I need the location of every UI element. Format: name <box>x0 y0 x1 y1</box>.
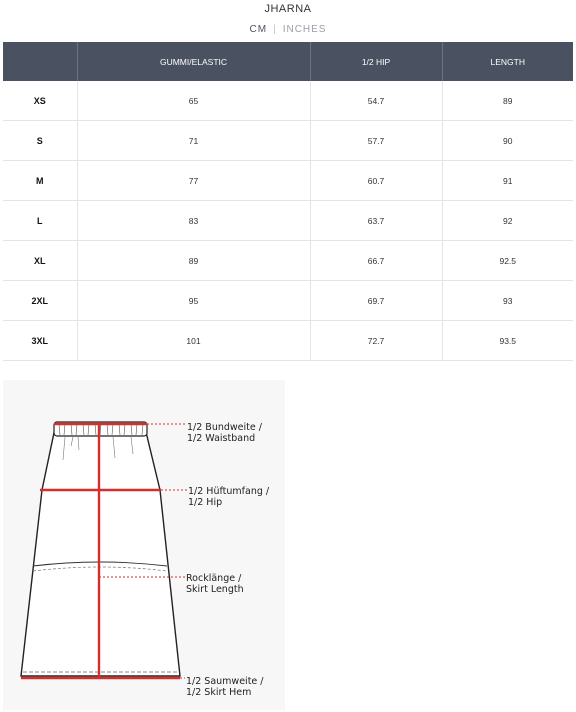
table-row <box>3 201 573 241</box>
cell-size: M <box>3 161 77 201</box>
waistband-label-de: 1/2 Bundweite / <box>187 422 262 433</box>
cell-size: 2XL <box>3 281 77 321</box>
table-row <box>3 241 573 281</box>
unit-switcher <box>0 24 576 35</box>
cell-elastic: 83 <box>77 201 310 241</box>
cell-length: 91 <box>442 161 573 201</box>
cell-size: XL <box>3 241 77 281</box>
cell-elastic: 65 <box>77 81 310 121</box>
length-label-en: Skirt Length <box>186 584 244 595</box>
hem-label <box>186 676 263 698</box>
table-body <box>3 81 573 361</box>
cell-hip: 72.7 <box>310 321 442 361</box>
skirt-measurement-diagram <box>3 380 285 710</box>
cell-size: XS <box>3 81 77 121</box>
length-label-de: Rocklänge / <box>186 573 242 584</box>
waistband-label <box>187 422 262 444</box>
table-row <box>3 81 573 121</box>
cell-length: 92 <box>442 201 573 241</box>
cell-hip: 63.7 <box>310 201 442 241</box>
header-length: LENGTH <box>442 42 573 81</box>
cell-hip: 69.7 <box>310 281 442 321</box>
cell-hip: 57.7 <box>310 121 442 161</box>
length-label <box>186 573 244 595</box>
cell-hip: 54.7 <box>310 81 442 121</box>
table-row <box>3 321 573 361</box>
header-hip: 1/2 HIP <box>310 42 442 81</box>
unit-cm-tab[interactable]: CM <box>249 24 268 35</box>
page-title: JHARNA <box>264 3 312 15</box>
cell-length: 93 <box>442 281 573 321</box>
skirt-outline <box>21 428 180 676</box>
header-elastic: GUMMI/ELASTIC <box>77 42 310 81</box>
cell-elastic: 77 <box>77 161 310 201</box>
unit-separator: | <box>273 24 277 35</box>
hem-label-de: 1/2 Saumweite / <box>186 676 264 687</box>
cell-length: 93.5 <box>442 321 573 361</box>
cell-elastic: 89 <box>77 241 310 281</box>
cell-elastic: 95 <box>77 281 310 321</box>
cell-length: 89 <box>442 81 573 121</box>
cell-length: 90 <box>442 121 573 161</box>
hip-label-de: 1/2 Hüftumfang / <box>188 486 270 497</box>
size-table <box>3 42 573 361</box>
cell-elastic: 101 <box>77 321 310 361</box>
cell-length: 92.5 <box>442 241 573 281</box>
table-row <box>3 281 573 321</box>
hip-label <box>188 486 269 508</box>
unit-inches-tab[interactable]: INCHES <box>282 24 327 35</box>
cell-elastic: 71 <box>77 121 310 161</box>
header-size <box>3 42 77 81</box>
table-row <box>3 161 573 201</box>
waistband-label-en: 1/2 Waistband <box>187 433 256 444</box>
cell-hip: 60.7 <box>310 161 442 201</box>
table-header-row <box>3 42 573 81</box>
hip-label-en: 1/2 Hip <box>188 497 223 508</box>
cell-size: S <box>3 121 77 161</box>
cell-hip: 66.7 <box>310 241 442 281</box>
cell-size: 3XL <box>3 321 77 361</box>
table-row <box>3 121 573 161</box>
cell-size: L <box>3 201 77 241</box>
hem-label-en: 1/2 Skirt Hem <box>186 687 252 698</box>
